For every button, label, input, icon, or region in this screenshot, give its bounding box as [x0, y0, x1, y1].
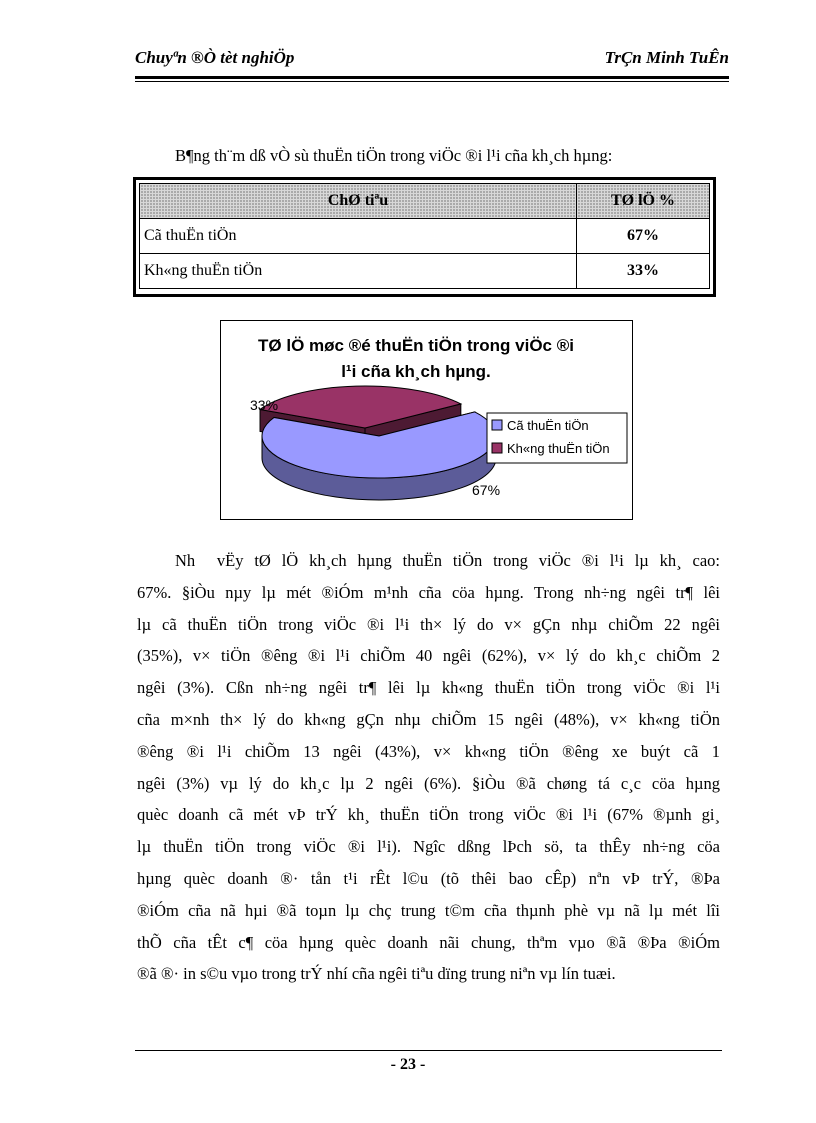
paragraph-line: Nh vËy tØ lÖ kh¸ch hµng thuËn tiÖn trong viÖc ®i l¹i lµ kh¸ cao:	[175, 551, 720, 570]
survey-table-grid	[139, 183, 710, 289]
table-header-row	[140, 184, 710, 219]
chart-legend	[487, 413, 627, 463]
legend-label: Kh«ng thuËn tiÖn	[507, 441, 610, 456]
paragraph-line: ®ã ®· in s©u vµo trong trÝ nhí cña ngêi tiªu dïng trung niªn vµ lín tuæi.	[137, 964, 616, 984]
pie-data-label: 67%	[472, 482, 501, 498]
chart-title-line-1: TØ lÖ møc ®é thuËn tiÖn trong viÖc ®i	[258, 336, 574, 355]
paragraph-line: cña m×nh th× lý do kh«ng gÇn nhµ chiÕm 15 ngêi (48%), v× kh«ng tiÖn	[137, 709, 720, 729]
paragraph-line: (35%), v× tiÖn ®êng ®i l¹i chiÕm 40 ngêi (62%), v× lý do kh¸c chiÕm 2	[137, 646, 720, 666]
table-row	[140, 254, 710, 289]
chart-title-line-2: l¹i cña kh¸ch hµng.	[341, 362, 491, 381]
pie-chart-container	[220, 320, 633, 520]
legend-swatch	[492, 420, 502, 430]
table-row	[140, 219, 710, 254]
paragraph-line: quèc doanh cã mét vÞ trÝ kh¸ thuËn tiÖn trong viÖc ®i l¹i (67% ®µnh gi¸	[137, 805, 720, 825]
paragraph-line: thÕ cña tÊt c¶ cöa hµng quèc doanh nãi chung, thªm vµo ®ã ®Þa ®iÓm	[137, 932, 720, 952]
paragraph-line: ngêi (3%). Cßn nh÷ng ngêi tr¶ lêi lµ kh«ng thuËn tiÖn trong viÖc ®i l¹i	[137, 678, 720, 698]
table-cell-value: 33%	[577, 254, 710, 289]
header-author: TrÇn Minh TuÊn	[604, 48, 729, 67]
paragraph-line: ®êng ®i l¹i chiÕm 13 ngêi (43%), v× kh«ng tiÖn ®êng xe buýt cã 1	[137, 741, 720, 761]
body-paragraph	[137, 545, 720, 990]
paragraph-line: hµng quèc doanh ®· tån t¹i rÊt l©u (tõ thêi bao cÊp) nªn vÞ trÝ, ®Þa	[137, 868, 720, 888]
paragraph-line: 67%. §iÒu nµy lµ mét ®iÓm m¹nh cña cöa hµng. Trong nh÷ng ngêi tr¶ lêi	[137, 582, 720, 602]
paragraph-line: lµ cã thuËn tiÖn trong viÖc ®i l¹i th× lý do v× gÇn nhµ chiÕm 22 ngêi	[137, 614, 720, 634]
footer-rule	[135, 1050, 722, 1051]
paragraph-line: ngêi (3%) vµ lý do kh¸c lµ 2 ngêi (6%). §iÒu ®ã chøng tá c¸c cöa hµng	[137, 773, 720, 793]
header-rule-thin	[135, 81, 729, 82]
pie-chart	[220, 320, 633, 520]
header-rule	[135, 76, 729, 79]
table-header-criteria: ChØ tiªu	[140, 184, 577, 219]
paragraph-line: lµ thuËn tiÖn trong viÖc ®i l¹i). Ngîc dßng lÞch sö, ta thÊy nh÷ng cöa	[137, 837, 720, 857]
survey-table	[139, 183, 710, 289]
legend-label: Cã thuËn tiÖn	[507, 418, 589, 433]
table-caption: B¶ng th¨m dß vÒ sù thuËn tiÖn trong viÖc ®i l¹i cña kh¸ch hµng:	[175, 146, 613, 165]
paragraph-line: ®iÓm cña nã hµi ®ã toµn lµ chç trung t©m cña thµnh phè vµ nã lµ mét lîi	[137, 900, 720, 920]
table-cell-value: 67%	[577, 219, 710, 254]
header-left-title: Chuyªn ®Ò tèt nghiÖp	[135, 48, 295, 67]
pie-data-label: 33%	[250, 397, 279, 413]
page-number: - 23 -	[390, 1056, 426, 1073]
table-header-percent: TØ lÖ %	[577, 184, 710, 219]
table-cell-label: Cã thuËn tiÖn	[140, 219, 577, 254]
table-cell-label: Kh«ng thuËn tiÖn	[140, 254, 577, 289]
page-header	[135, 48, 729, 76]
legend-swatch	[492, 443, 502, 453]
